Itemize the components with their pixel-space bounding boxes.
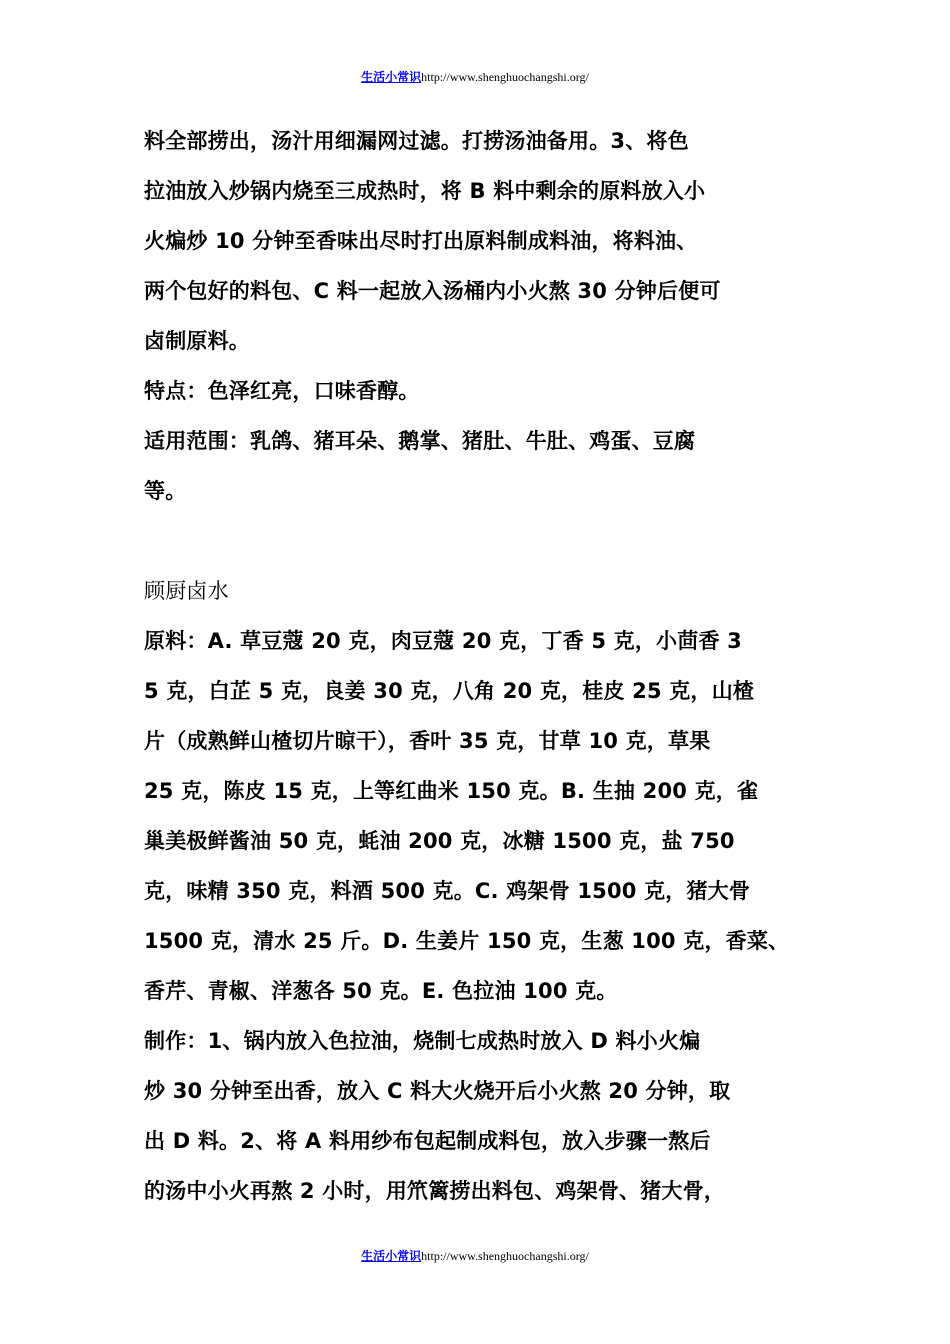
page-header	[0, 69, 950, 85]
header-site-url: http://www.shenghuochangshi.org/	[421, 70, 589, 84]
text-line: 片（成熟鲜山楂切片晾干），香叶 35 克，甘草 10 克，草果	[144, 729, 711, 753]
text-line: 拉油放入炒锅内烧至三成热时，将 B 料中剩余的原料放入小	[144, 179, 706, 203]
text-line: 巢美极鲜酱油 50 克，蚝油 200 克，冰糖 1500 克，盐 750	[144, 829, 735, 853]
text-line: 火煸炒 10 分钟至香味出尽时打出原料制成料油，将料油、	[144, 229, 698, 253]
text-line: 卤制原料。	[144, 329, 250, 353]
text-line: 25 克，陈皮 15 克，上等红曲米 150 克。B. 生抽 200 克，雀	[144, 779, 759, 803]
page-footer	[0, 1248, 950, 1264]
scope-line: 适用范围：乳鸽、猪耳朵、鹅掌、猪肚、牛肚、鸡蛋、豆腐	[144, 429, 696, 453]
text-line: 的汤中小火再熬 2 小时，用笊篱捞出料包、鸡架骨、猪大骨，	[144, 1179, 726, 1203]
document-body	[144, 116, 814, 1216]
text-line: 炒 30 分钟至出香，放入 C 料大火烧开后小火熬 20 分钟，取	[144, 1079, 731, 1103]
scope-line-continued: 等。	[144, 479, 187, 503]
method-line: 制作：1、锅内放入色拉油，烧制七成热时放入 D 料小火煸	[144, 1029, 701, 1053]
header-site-link[interactable]: 生活小常识	[361, 70, 422, 84]
section-title: 顾厨卤水	[144, 579, 229, 603]
text-line: 两个包好的料包、C 料一起放入汤桶内小火熬 30 分钟后便可	[144, 279, 721, 303]
text-line: 香芹、青椒、洋葱各 50 克。E. 色拉油 100 克。	[144, 979, 618, 1003]
text-line: 出 D 料。2、将 A 料用纱布包起制成料包，放入步骤一熬后	[144, 1129, 711, 1153]
text-line: 5 克，白芷 5 克，良姜 30 克，八角 20 克，桂皮 25 克，山楂	[144, 679, 755, 703]
ingredients-line: 原料：A. 草豆蔻 20 克，肉豆蔻 20 克，丁香 5 克，小茴香 3	[144, 629, 742, 653]
text-line: 克，味精 350 克，料酒 500 克。C. 鸡架骨 1500 克，猪大骨	[144, 879, 751, 903]
text-line: 1500 克，清水 25 斤。D. 生姜片 150 克，生葱 100 克，香菜、	[144, 929, 790, 953]
text-line: 料全部捞出，汤汁用细漏网过滤。打捞汤油备用。3、将色	[144, 129, 689, 153]
features-line: 特点：色泽红亮，口味香醇。	[144, 379, 420, 403]
footer-site-link[interactable]: 生活小常识	[361, 1249, 422, 1263]
paragraph-spacer	[144, 516, 814, 566]
footer-site-url: http://www.shenghuochangshi.org/	[421, 1249, 589, 1263]
